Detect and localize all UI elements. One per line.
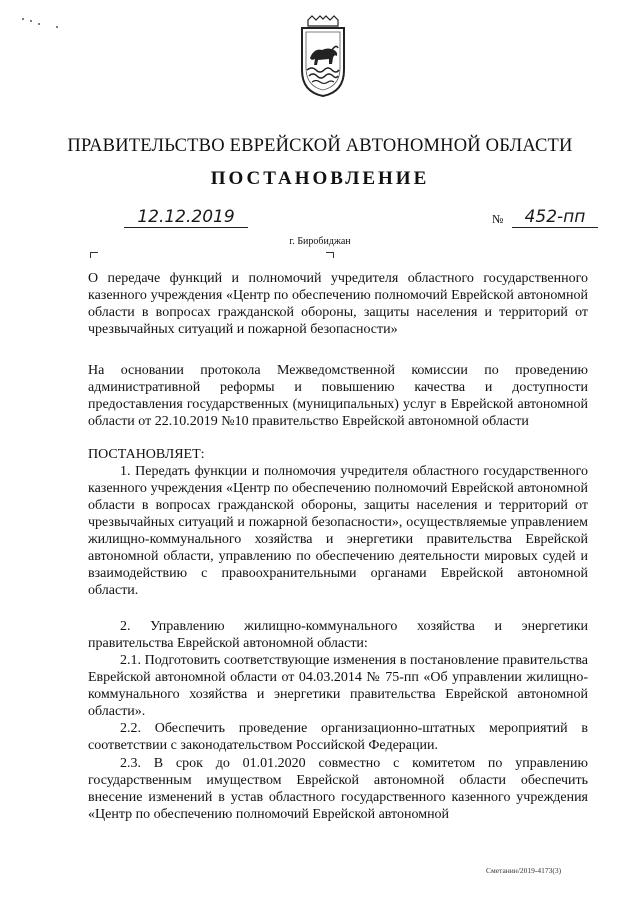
decree-item-2-3: 2.3. В срок до 01.01.2020 совместно с комитетом по управлению государственным имуществом Еврейской автономной области обеспечить внесение изменений в устав областного государственного казенного учреждения «Центр по обеспечению полномочий Еврейской автономной — [88, 756, 588, 822]
scan-speck — [56, 26, 58, 28]
decree-item-2-1: 2.1. Подготовить соответствующие изменения в постановление правительства Еврейской автономной области от 04.03.2014 № 75-пп «Об управлении жилищно-коммунального хозяйства и энергетики правительства Еврейской автономной области». — [88, 653, 588, 719]
decree-keyword: ПОСТАНОВЛЯЕТ: — [88, 447, 205, 462]
city-line: г. Биробиджан — [289, 236, 351, 247]
document-type-title: ПОСТАНОВЛЕНИЕ — [210, 168, 430, 189]
footer-registration-code: Сметанин/2019-4173(3) — [486, 866, 562, 875]
government-title: ПРАВИТЕЛЬСТВО ЕВРЕЙСКОЙ АВТОНОМНОЙ ОБЛАСТИ — [67, 136, 573, 156]
scan-speck — [22, 18, 24, 20]
scan-speck — [30, 20, 32, 22]
document-number: 452-пп — [512, 207, 598, 228]
decree-item-1: 1. Передать функции и полномочия учредителя областного государственного казенного учреждения «Центр по обеспечению полномочий Еврейской автономной области в вопросах гражданской обороны, защиты населения и территорий от чрезвычайных ситуаций и пожарной безопасности», осуществляемые управлением жилищно-коммунального хозяйства и энергетики правительства Еврейской автономной области, управлению по обеспечению деятельности мировых судей и взаимодействию с правоохранительными органами Еврейской автономной области. — [88, 464, 588, 598]
decree-item-2: 2. Управлению жилищно-коммунального хозяйства и энергетики правительства Еврейской автономной области: — [88, 619, 588, 651]
document-subject: О передаче функций и полномочий учредителя областного государственного казенного учреждения «Центр по обеспечению полномочий Еврейской автономной области в вопросах гражданской обороны, защиты населения и территорий от чрезвычайных ситуаций и пожарной безопасности» — [88, 271, 588, 337]
subject-corner-right — [326, 252, 334, 258]
legal-basis-paragraph: На основании протокола Межведомственной комиссии по проведению административной реформы и повышению качества и доступности предоставления государственных (муниципальных) услуг в Еврейской автономной области от 22.10.2019 №10 правительство Еврейской автономной области — [88, 363, 588, 429]
subject-corner-left — [90, 252, 98, 258]
number-sign: № — [492, 212, 504, 226]
coat-of-arms-icon — [298, 14, 348, 98]
decree-item-2-2: 2.2. Обеспечить проведение организационно-штатных мероприятий в соответствии с законодательством Российской Федерации. — [88, 721, 588, 753]
scan-speck — [38, 23, 40, 25]
document-date: 12.12.2019 — [124, 207, 248, 228]
